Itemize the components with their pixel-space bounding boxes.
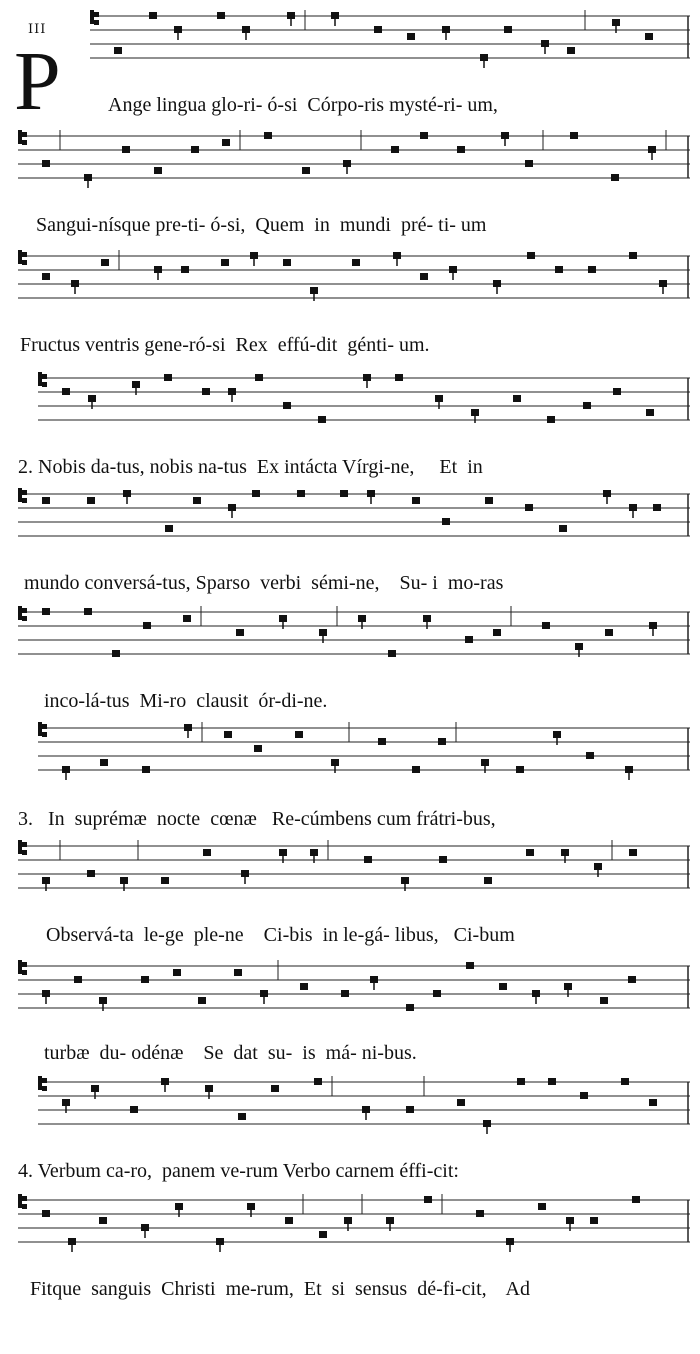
neume [87, 870, 95, 877]
neume [62, 388, 70, 395]
neume [493, 629, 501, 636]
neume [221, 259, 229, 266]
neume [42, 1210, 50, 1217]
mode-label: III [28, 22, 47, 37]
neume [438, 738, 446, 745]
neume [504, 26, 512, 33]
neume [62, 1099, 70, 1106]
neume [393, 252, 401, 259]
neume [621, 1078, 629, 1085]
neume [566, 1217, 574, 1224]
neume [191, 146, 199, 153]
neume [493, 280, 501, 287]
neume [401, 877, 409, 884]
neume [62, 766, 70, 773]
staff-4 [0, 370, 700, 460]
neume [141, 1224, 149, 1231]
neume [603, 490, 611, 497]
neume [264, 132, 272, 139]
neume [613, 388, 621, 395]
neume [247, 1203, 255, 1210]
neume [260, 990, 268, 997]
staff-10 [0, 1074, 700, 1164]
neume [141, 976, 149, 983]
neume [611, 174, 619, 181]
neume [173, 969, 181, 976]
neume [406, 1004, 414, 1011]
neume [130, 1106, 138, 1113]
neume [516, 766, 524, 773]
neume [91, 1085, 99, 1092]
neume [412, 497, 420, 504]
staff-1 [0, 8, 700, 98]
neume [224, 731, 232, 738]
neume [120, 877, 128, 884]
neume [420, 132, 428, 139]
neume [341, 990, 349, 997]
lyric-line: 4. Verbum ca-ro, panem ve-rum Verbo carnem éffi-cit: [18, 1160, 459, 1182]
neume [279, 615, 287, 622]
neume [114, 47, 122, 54]
neume [600, 997, 608, 1004]
neume [476, 1210, 484, 1217]
neume [319, 1231, 327, 1238]
lyric-line: Observá-ta le-ge ple-ne Ci-bis in le-gá- libus, Ci-bum [46, 924, 515, 946]
neume [142, 766, 150, 773]
neume [542, 622, 550, 629]
neume [216, 1238, 224, 1245]
neume [525, 504, 533, 511]
neume [391, 146, 399, 153]
c-clef-icon [90, 10, 99, 25]
neume [553, 731, 561, 738]
neume [340, 490, 348, 497]
neume [527, 252, 535, 259]
neume [331, 759, 339, 766]
neume [143, 622, 151, 629]
lyric-line: Fitque sanguis Christi me-rum, Et si sensus dé-fi-cit, Ad [30, 1278, 530, 1300]
neume [228, 388, 236, 395]
neume [205, 1085, 213, 1092]
neume [300, 983, 308, 990]
neume [612, 19, 620, 26]
neume [583, 402, 591, 409]
neume [161, 877, 169, 884]
neume [99, 1217, 107, 1224]
neume [407, 33, 415, 40]
neume [580, 1092, 588, 1099]
neume [538, 1203, 546, 1210]
lyric-line: mundo conversá-tus, Sparso verbi sémi-ne, Su- i mo-ras [24, 572, 504, 594]
neume [161, 1078, 169, 1085]
neume [149, 12, 157, 19]
neume [285, 1217, 293, 1224]
c-clef-icon [38, 1076, 47, 1091]
neume [71, 280, 79, 287]
neume [100, 759, 108, 766]
neume [532, 990, 540, 997]
neume [202, 388, 210, 395]
neume [279, 849, 287, 856]
neume [480, 54, 488, 61]
neume [433, 990, 441, 997]
neume [547, 416, 555, 423]
neume [378, 738, 386, 745]
neume [629, 849, 637, 856]
neume [659, 280, 667, 287]
lyric-line: Fructus ventris gene-ró-si Rex effú-dit génti- um. [20, 334, 430, 356]
neume [435, 395, 443, 402]
neume [358, 615, 366, 622]
c-clef-icon [38, 372, 47, 387]
neume [625, 766, 633, 773]
neume [87, 497, 95, 504]
lyric-line: 2. Nobis da-tus, nobis na-tus Ex intácta Vírgi-ne, Et in [18, 456, 483, 478]
neume [254, 745, 262, 752]
neume [271, 1085, 279, 1092]
neume [352, 259, 360, 266]
neume [442, 518, 450, 525]
neume [386, 1217, 394, 1224]
lyric-line: turbæ du- odénæ Se dat su- is má- ni-bus. [44, 1042, 417, 1064]
neume [395, 374, 403, 381]
neume [99, 997, 107, 1004]
neume [42, 990, 50, 997]
neume [175, 1203, 183, 1210]
neume [374, 26, 382, 33]
neume [132, 381, 140, 388]
neume [302, 167, 310, 174]
neume [575, 643, 583, 650]
neume [42, 608, 50, 615]
neume [42, 877, 50, 884]
neume [193, 497, 201, 504]
neume [255, 374, 263, 381]
lyric-line: inco-lá-tus Mi-ro clausit ór-di-ne. [44, 690, 328, 712]
c-clef-icon [18, 130, 27, 145]
neume [74, 976, 82, 983]
neume [295, 731, 303, 738]
neume [68, 1238, 76, 1245]
neume [242, 26, 250, 33]
neume [203, 849, 211, 856]
neume [154, 167, 162, 174]
neume [198, 997, 206, 1004]
lyric-line: Ange lingua glo-ri- ó-si Córpo-ris mysté-ri- um, [108, 94, 498, 116]
neume [466, 962, 474, 969]
neume [465, 636, 473, 643]
neume [483, 1120, 491, 1127]
staff-8 [0, 838, 700, 928]
neume [112, 650, 120, 657]
neume [154, 266, 162, 273]
neume [363, 374, 371, 381]
neume [424, 1196, 432, 1203]
neume [344, 1217, 352, 1224]
neume [628, 976, 636, 983]
neume [525, 160, 533, 167]
neume [88, 395, 96, 402]
neume [238, 1113, 246, 1120]
c-clef-icon [38, 722, 47, 737]
neume [559, 525, 567, 532]
staff-2 [0, 128, 700, 218]
neume [122, 146, 130, 153]
initial-letter: P [14, 35, 61, 128]
neume [367, 490, 375, 497]
neume [555, 266, 563, 273]
neume [420, 273, 428, 280]
c-clef-icon [18, 1194, 27, 1209]
staff-9 [0, 958, 700, 1048]
c-clef-icon [18, 250, 27, 265]
lyric-line: 3. In suprémæ nocte cœnæ Re-cúmbens cum frátri-bus, [18, 808, 496, 830]
neume [388, 650, 396, 657]
neume [485, 497, 493, 504]
neume [42, 497, 50, 504]
neume [283, 402, 291, 409]
neume [513, 395, 521, 402]
neume [645, 33, 653, 40]
neume [343, 160, 351, 167]
neume [481, 759, 489, 766]
c-clef-icon [18, 840, 27, 855]
neume [632, 1196, 640, 1203]
lyric-line: Sangui-nísque pre-ti- ó-si, Quem in mundi pré- ti- um [36, 214, 487, 236]
neume [423, 615, 431, 622]
neume [252, 490, 260, 497]
neume [646, 409, 654, 416]
neume [164, 374, 172, 381]
neume [564, 983, 572, 990]
c-clef-icon [18, 960, 27, 975]
neume [217, 12, 225, 19]
neume [567, 47, 575, 54]
neume [517, 1078, 525, 1085]
neume [84, 174, 92, 181]
c-clef-icon [18, 488, 27, 503]
neume [653, 504, 661, 511]
neume [228, 504, 236, 511]
neume [297, 490, 305, 497]
neume [501, 132, 509, 139]
neume [174, 26, 182, 33]
neume [548, 1078, 556, 1085]
neume [499, 983, 507, 990]
neume [364, 856, 372, 863]
neume [310, 287, 318, 294]
neume [42, 160, 50, 167]
neume [457, 146, 465, 153]
neume [287, 12, 295, 19]
staff-3 [0, 248, 700, 338]
neume [449, 266, 457, 273]
neume [471, 409, 479, 416]
neume [590, 1217, 598, 1224]
neume [314, 1078, 322, 1085]
neume [484, 877, 492, 884]
neume [123, 490, 131, 497]
neume [42, 273, 50, 280]
neume [588, 266, 596, 273]
neume [362, 1106, 370, 1113]
neume [526, 849, 534, 856]
neume [648, 146, 656, 153]
neume [442, 26, 450, 33]
neume [84, 608, 92, 615]
neume [283, 259, 291, 266]
neume [541, 40, 549, 47]
staff-11 [0, 1192, 700, 1282]
neume [241, 870, 249, 877]
neume [649, 1099, 657, 1106]
neume [629, 504, 637, 511]
neume [412, 766, 420, 773]
neume [629, 252, 637, 259]
staff-5 [0, 486, 700, 576]
neume [234, 969, 242, 976]
neume [184, 724, 192, 731]
neume [457, 1099, 465, 1106]
neume [570, 132, 578, 139]
neume [406, 1106, 414, 1113]
neume [250, 252, 258, 259]
neume [506, 1238, 514, 1245]
neume [318, 416, 326, 423]
staff-7 [0, 720, 700, 810]
neume [331, 12, 339, 19]
neume [586, 752, 594, 759]
neume [561, 849, 569, 856]
neume [310, 849, 318, 856]
staff-6 [0, 604, 700, 694]
neume [236, 629, 244, 636]
neume [165, 525, 173, 532]
neume [439, 856, 447, 863]
c-clef-icon [18, 606, 27, 621]
neume [181, 266, 189, 273]
neume [649, 622, 657, 629]
neume [101, 259, 109, 266]
neume [319, 629, 327, 636]
neume [222, 139, 230, 146]
neume [183, 615, 191, 622]
neume [605, 629, 613, 636]
neume [370, 976, 378, 983]
neume [594, 863, 602, 870]
